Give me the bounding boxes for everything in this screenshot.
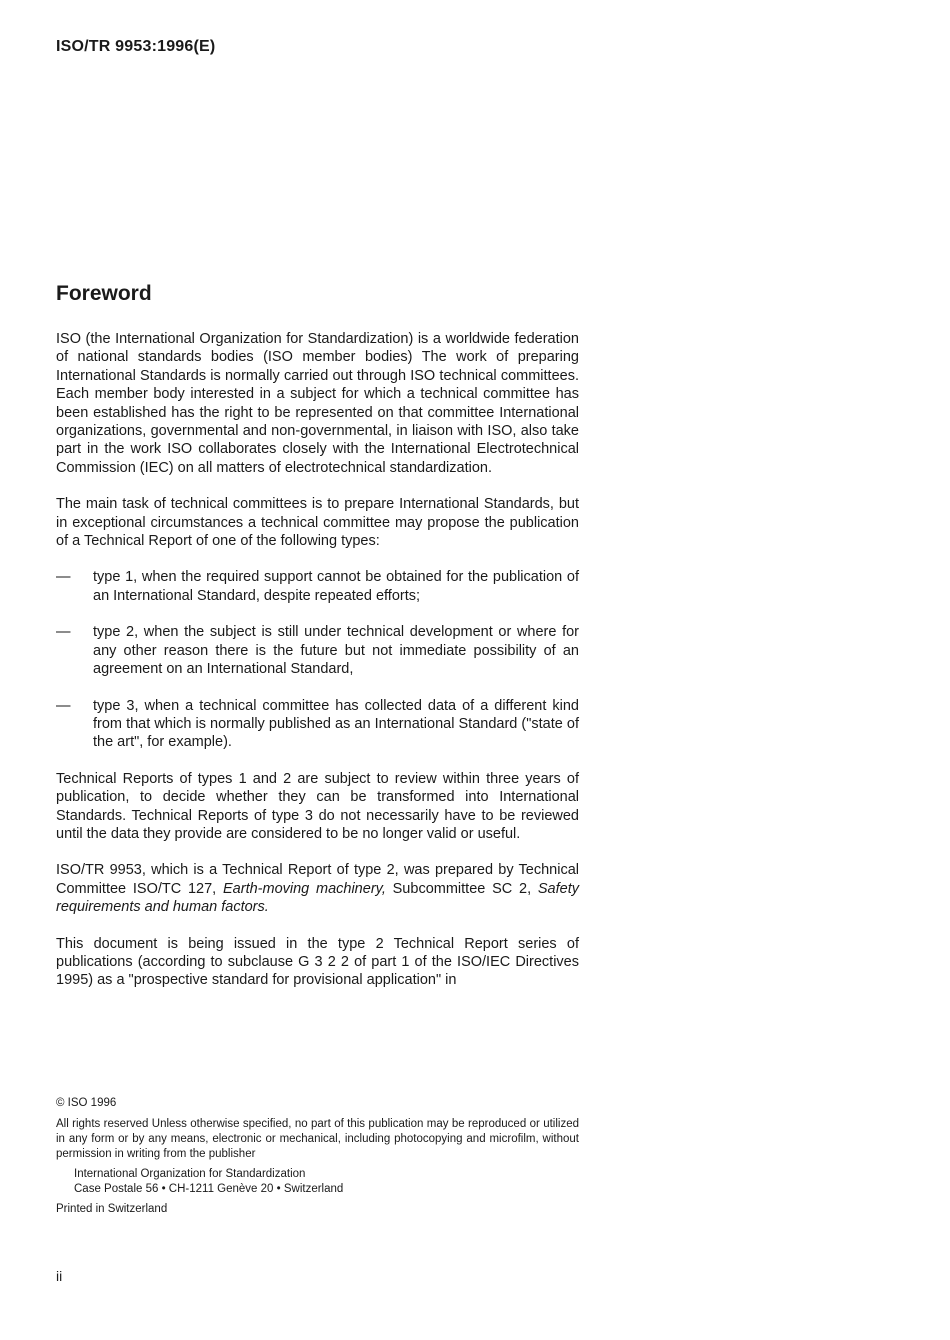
report-types-list bbox=[56, 568, 579, 751]
printed-notice: Printed in Switzerland bbox=[56, 1203, 168, 1215]
paragraph-committee-task: The main task of technical committees is to prepare International Standards, but in exceptional circumstances a technical committee may propose the publication of a Technical Report of one of the following types: bbox=[56, 496, 579, 550]
document-identifier: ISO/TR 9953:1996(E) bbox=[56, 38, 216, 55]
organization-address: Case Postale 56 • CH-1211 Genève 20 • Switzerland bbox=[74, 1183, 344, 1195]
foreword-body bbox=[56, 330, 579, 1008]
paragraph-iso-intro: ISO (the International Organization for Standardization) is a worldwide federation of national standards bodies (ISO member bodies) The work of preparing International Standards is normally carried out through ISO technical committees. Each member body interested in a subject for which a technical committee has been established has the right to be represented on that committee International organizations, governmental and non-governmental, in liaison with ISO, also take part in the work ISO collaborates closely with the International Electrotechnical Commission (IEC) on all matters of electrotechnical standardization. bbox=[56, 331, 579, 476]
subcommittee-name: Safety requirements and human factors. bbox=[56, 880, 579, 916]
foreword-heading: Foreword bbox=[56, 282, 152, 305]
preparation-text-middle: Subcommittee SC 2, bbox=[385, 880, 538, 897]
organization-name: International Organization for Standardization bbox=[74, 1168, 306, 1180]
list-item-type-2 bbox=[56, 623, 579, 678]
rights-notice: All rights reserved Unless otherwise specified, no part of this publication may be reproduced or utilized in any form or by any means, electronic or mechanical, including photocopying and microfilm, without permission in writing from the publisher bbox=[56, 1118, 579, 1160]
list-item-type-3 bbox=[56, 697, 579, 752]
list-item-text: type 3, when a technical committee has collected data of a different kind from that which is normally published as an International Standard ("state of the art", for example). bbox=[93, 697, 579, 751]
list-dash: — bbox=[56, 569, 71, 586]
list-dash: — bbox=[56, 697, 71, 714]
copyright-block bbox=[56, 1096, 579, 1217]
committee-name: Earth-moving machinery, bbox=[223, 880, 386, 897]
list-item-text: type 2, when the subject is still under technical development or where for any other reason there is the future but not immediate possibility of an agreement on an International Standard, bbox=[93, 624, 579, 678]
page-number: ii bbox=[56, 1268, 63, 1284]
preparation-text: ISO/TR 9953, which is a Technical Report of type 2, was prepared by Technical Committee ISO/TC 127, bbox=[56, 862, 579, 897]
paragraph-review: Technical Reports of types 1 and 2 are subject to review within three years of publication, to decide whether they can be transformed into International Standards. Technical Reports of type 3 do not necessarily have to be reviewed until the data they provide are considered to be no longer valid or useful. bbox=[56, 770, 579, 842]
list-item-text: type 1, when the required support cannot be obtained for the publication of an International Standard, despite repeated efforts; bbox=[93, 569, 579, 604]
paragraph-preparation bbox=[56, 861, 579, 916]
paragraph-issuance: This document is being issued in the type 2 Technical Report series of publications (according to subclause G 3 2 2 of part 1 of the ISO/IEC Directives 1995) as a "prospective standard for provisional application" in bbox=[56, 935, 579, 989]
list-item-type-1 bbox=[56, 568, 579, 605]
list-dash: — bbox=[56, 624, 71, 641]
copyright-line: © ISO 1996 bbox=[56, 1097, 117, 1109]
